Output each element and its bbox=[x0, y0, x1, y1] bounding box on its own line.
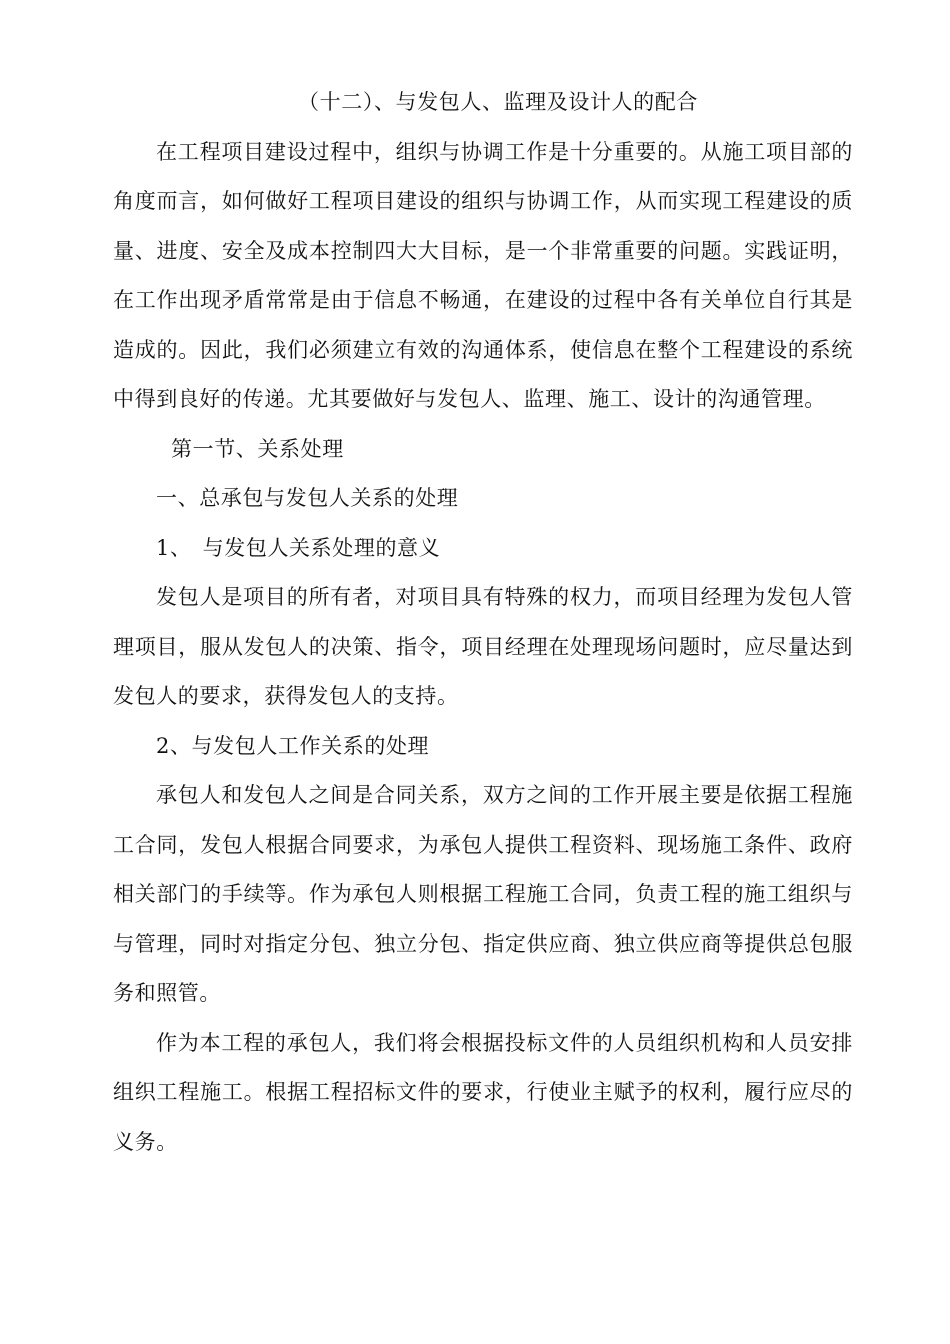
item1-paragraph: 发包人是项目的所有者，对项目具有特殊的权力，而项目经理为发包人管理项目，服从发包人的决策、指令，项目经理在处理现场问题时，应尽量达到发包人的要求，获得发包人的支持。 bbox=[113, 585, 853, 708]
intro-paragraph: 在工程项目建设过程中，组织与协调工作是十分重要的。从施工项目部的角度而言，如何做好工程项目建设的组织与协调工作，从而实现工程建设的质量、进度、安全及成本控制四大大目标，是一个非常重要的问题。实践证明，在工作出现矛盾常常是由于信息不畅通，在建设的过程中各有关单位自行其是造成的。因此，我们必须建立有效的沟通体系，使信息在整个工程建设的系统中得到良好的传递。尤其要做好与发包人、监理、施工、设计的沟通管理。 bbox=[113, 139, 853, 411]
item1-heading: 1、 与发包人关系处理的意义 bbox=[156, 535, 441, 560]
item2-paragraph-2: 作为本工程的承包人，我们将会根据投标文件的人员组织机构和人员安排组织工程施工。根据工程招标文件的要求，行使业主赋予的权利，履行应尽的义务。 bbox=[113, 1030, 853, 1154]
document-body bbox=[113, 78, 853, 1167]
item2-heading: 2、与发包人工作关系的处理 bbox=[156, 733, 430, 758]
section-heading: 第一节、关系处理 bbox=[171, 436, 344, 461]
sub-heading: 一、总承包与发包人关系的处理 bbox=[156, 486, 459, 510]
item2-paragraph-1: 承包人和发包人之间是合同关系，双方之间的工作开展主要是依据工程施工合同，发包人根据合同要求，为承包人提供工程资料、现场施工条件、政府相关部门的手续等。作为承包人则根据工程施工合同，负责工程的施工组织与与管理，同时对指定分包、独立分包、指定供应商、独立供应商等提供总包服务和照管。 bbox=[113, 783, 853, 1005]
document-title: （十二）、与发包人、监理及设计人的配合 bbox=[298, 90, 698, 114]
